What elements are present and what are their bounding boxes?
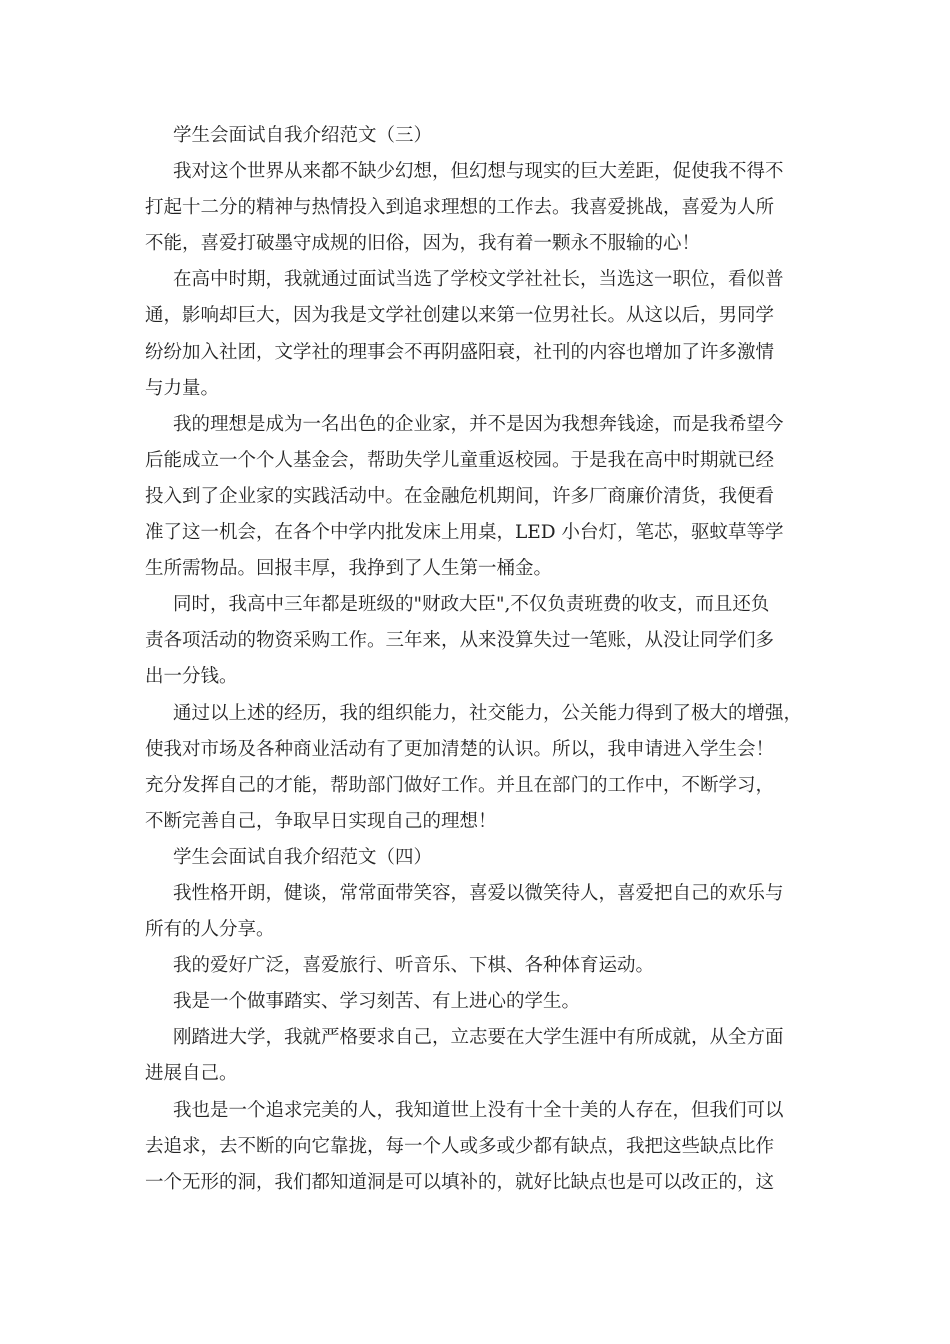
text-line: 我对这个世界从来都不缺少幻想，但幻想与现实的巨大差距，促使我不得不 <box>173 161 784 183</box>
text-line: 打起十二分的精神与热情投入到追求理想的工作去。我喜爱挑战，喜爱为人所 <box>145 197 775 219</box>
text-line: 所有的人分享。 <box>145 919 275 941</box>
text-line: 去追求，去不断的向它靠拢，每一个人或多或少都有缺点，我把这些缺点比作 <box>145 1135 775 1157</box>
text-line: 通，影响却巨大，因为我是文学社创建以来第一位男社长。从这以后，男同学 <box>145 305 775 327</box>
text-line: 同时，我高中三年都是班级的"财政大臣",不仅负责班费的收支，而且还负 <box>173 594 770 616</box>
text-line: 刚踏进大学，我就严格要求自己，立志要在大学生涯中有所成就，从全方面 <box>173 1027 784 1049</box>
text-line: 在高中时期，我就通过面试当选了学校文学社社长，当选这一职位，看似普 <box>173 269 784 291</box>
text-line: 学生会面试自我介绍范文（三） <box>173 125 433 146</box>
text-line: 准了这一机会，在各个中学内批发床上用桌，LED 小台灯，笔芯，驱蚊草等学 <box>145 522 784 544</box>
text-line: 我性格开朗，健谈，常常面带笑容，喜爱以微笑待人，喜爱把自己的欢乐与 <box>173 882 784 904</box>
text-line: 我也是一个追求完美的人，我知道世上没有十全十美的人存在，但我们可以 <box>173 1099 784 1121</box>
text-line: 进展自己。 <box>145 1063 238 1085</box>
text-line: 投入到了企业家的实践活动中。在金融危机期间，许多厂商廉价清货，我便看 <box>145 485 775 507</box>
text-line: 生所需物品。回报丰厚，我挣到了人生第一桶金。 <box>145 558 553 580</box>
text-line: 纷纷加入社团，文学社的理事会不再阴盛阳衰，社刊的内容也增加了许多激情 <box>145 341 775 363</box>
text-line: 通过以上述的经历，我的组织能力，社交能力，公关能力得到了极大的增强， <box>173 702 803 724</box>
text-line: 一个无形的洞，我们都知道洞是可以填补的，就好比缺点也是可以改正的，这 <box>145 1171 775 1193</box>
text-line: 不能，喜爱打破墨守成规的旧俗，因为，我有着一颗永不服输的心！ <box>145 233 701 255</box>
text-line: 学生会面试自我介绍范文（四） <box>173 846 433 868</box>
text-line: 责各项活动的物资采购工作。三年来，从来没算失过一笔账，从没让同学们多 <box>145 630 775 652</box>
document-body <box>145 118 817 1201</box>
text-line: 出一分钱。 <box>145 666 238 688</box>
text-line: 我的爱好广泛，喜爱旅行、听音乐、下棋、各种体育运动。 <box>173 955 655 977</box>
text-line: 使我对市场及各种商业活动有了更加清楚的认识。所以，我申请进入学生会！ <box>145 738 775 760</box>
text-line: 不断完善自己，争取早日实现自己的理想！ <box>145 810 497 832</box>
text-line: 后能成立一个个人基金会，帮助失学儿童重返校园。于是我在高中时期就已经 <box>145 449 775 471</box>
text-line: 充分发挥自己的才能，帮助部门做好工作。并且在部门的工作中，不断学习， <box>145 774 775 796</box>
text-line: 我的理想是成为一名出色的企业家，并不是因为我想奔钱途，而是我希望今 <box>173 413 784 435</box>
text-line: 我是一个做事踏实、学习刻苦、有上进心的学生。 <box>173 991 581 1013</box>
text-line: 与力量。 <box>145 377 220 399</box>
